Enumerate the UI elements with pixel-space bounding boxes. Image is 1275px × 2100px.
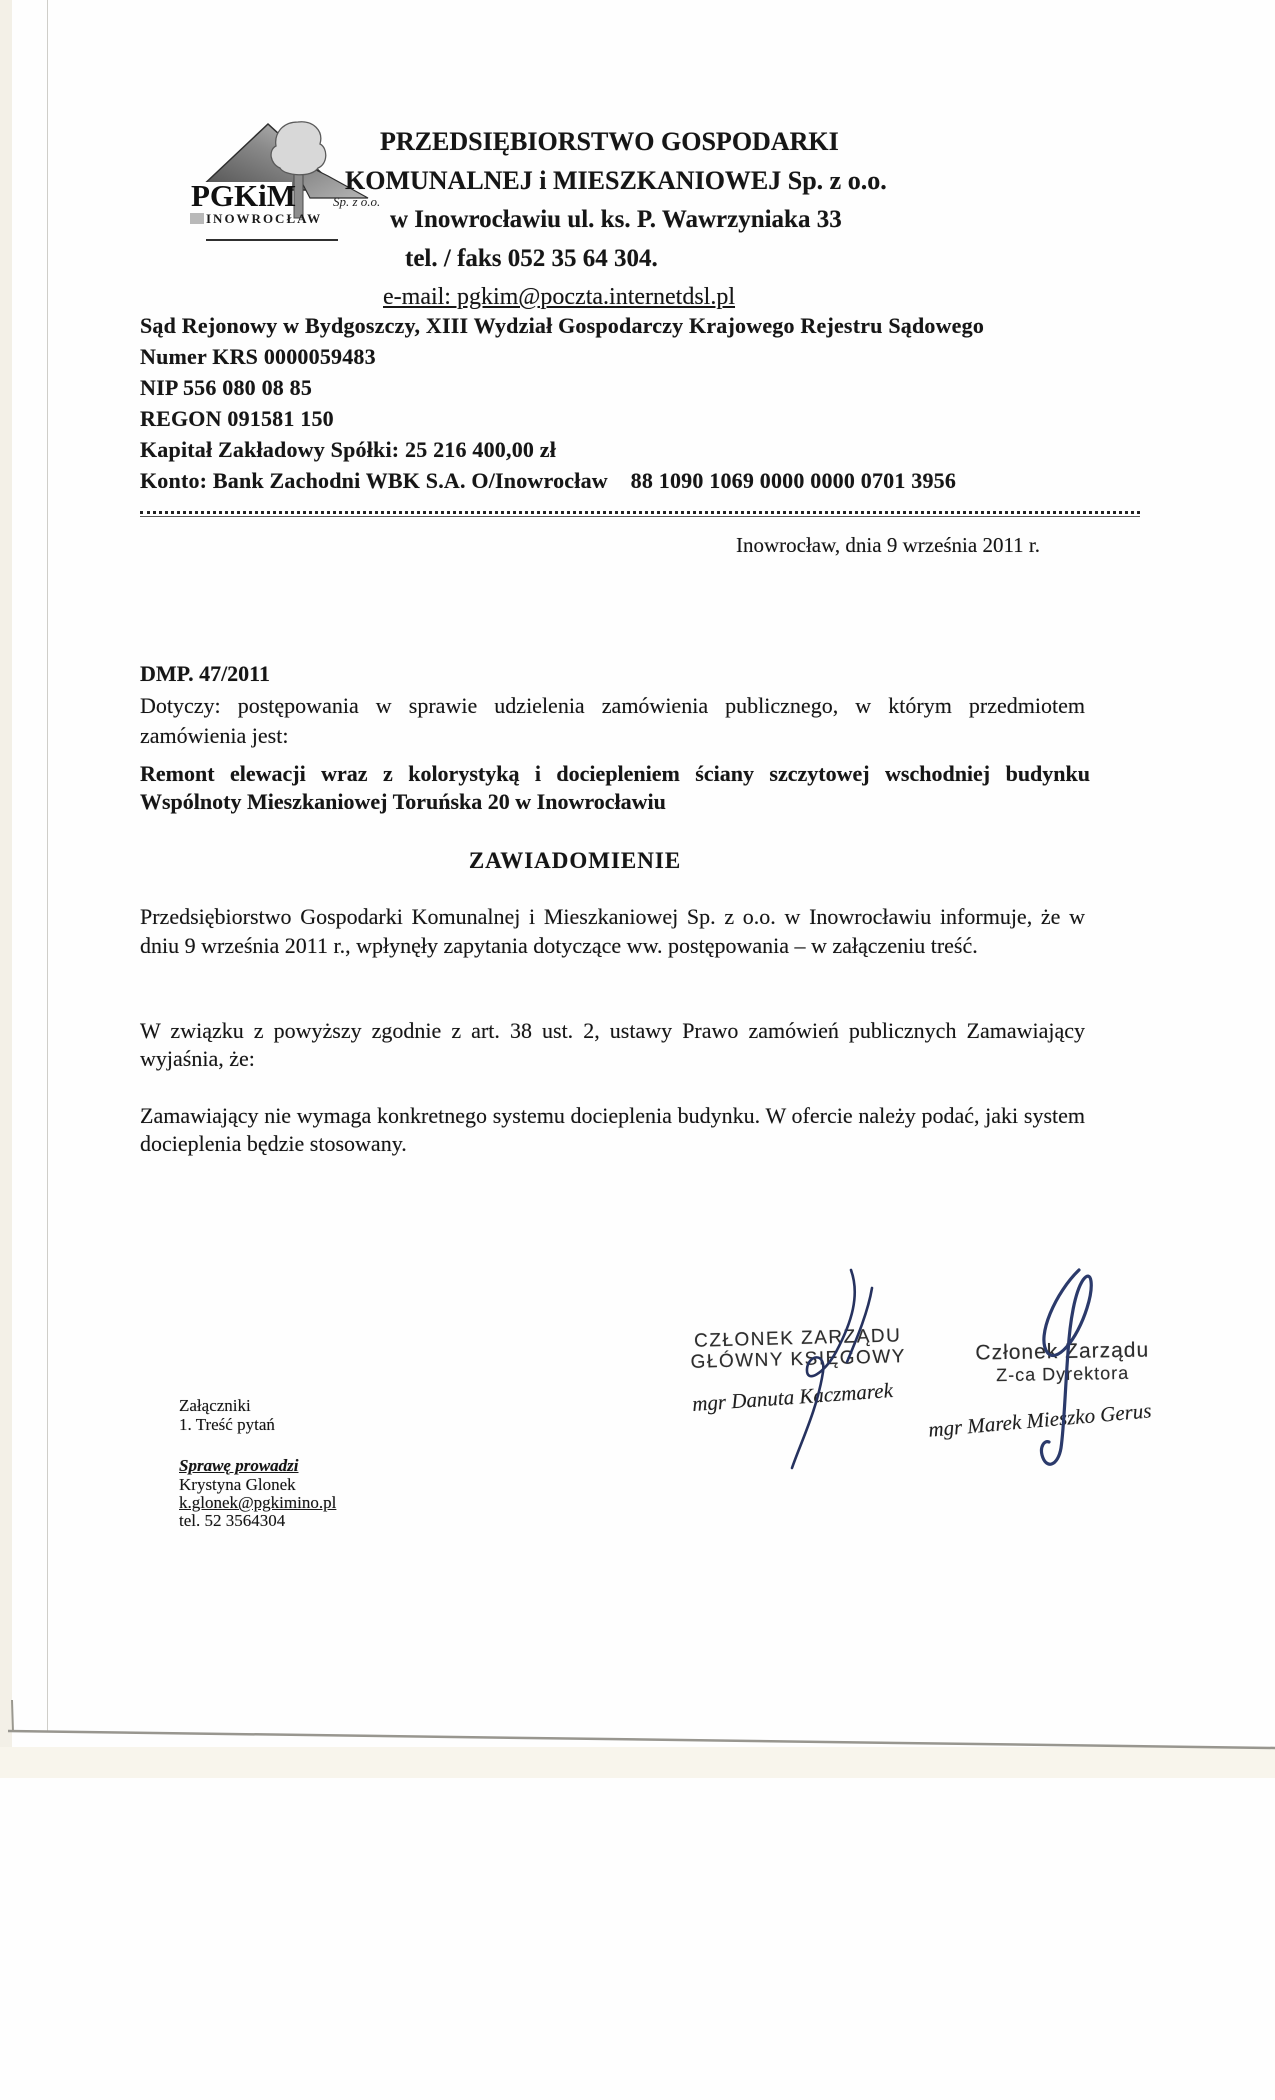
body-paragraph-2: W związku z powyższy zgodnie z art. 38 ust. 2, ustawy Prawo zamówień publicznych Zamawiający wyjaśnia, że: <box>140 1018 1085 1071</box>
date-line: Inowrocław, dnia 9 września 2011 r. <box>736 533 1041 557</box>
letterhead-company-line2: KOMUNALNEJ i MIESZKANIOWEJ Sp. z o.o. <box>345 166 887 195</box>
case-officer-label: Sprawę prowadzi <box>179 1456 299 1475</box>
letterhead-email: e-mail: pgkim@poczta.internetdsl.pl <box>383 284 736 310</box>
stamp-left-title-line2: GŁÓWNY KSIĘGOWY <box>690 1346 907 1373</box>
case-officer-phone: tel. 52 3564304 <box>179 1511 286 1530</box>
stamp-left-name: mgr Danuta Kaczmarek <box>691 1378 894 1416</box>
case-officer-email: k.glonek@pgkimino.pl <box>179 1493 337 1512</box>
body-paragraph-1: Przedsiębiorstwo Gospodarki Komunalnej i Mieszkaniowej Sp. z o.o. w Inowrocławiu informuje, że w dniu 9 września 2011 r., wpłynęły zapytania dotyczące ww. postępowania – w załączeniu treść. <box>140 904 1085 958</box>
subject-paragraph: Remont elewacji wraz z kolorystyką i dociepleniem ściany szczytowej wschodniej budynku Wspólnoty Mieszkaniowej Toruńska 20 w Inowrocławiu <box>140 761 1090 814</box>
logo-city: INOWROCŁAW <box>206 211 323 226</box>
scan-vertical-fold-line <box>47 0 48 1732</box>
registry-court: Sąd Rejonowy w Bydgoszczy, XIII Wydział Gospodarczy Krajowego Rejestru Sądowego <box>140 313 985 338</box>
attachments-label: Załączniki <box>179 1396 251 1415</box>
registry-krs: Numer KRS 0000059483 <box>140 344 376 369</box>
stamp-right-name: mgr Marek Mieszko Gerus <box>927 1398 1153 1442</box>
regarding-paragraph: Dotyczy: postępowania w sprawie udzielenia zamówienia publicznego, w którym przedmiotem zamówienia jest: <box>140 693 1085 748</box>
body-paragraph-3: Zamawiający nie wymaga konkretnego systemu docieplenia budynku. W ofercie należy podać, jaki system docieplenia będzie stosowany. <box>140 1103 1085 1156</box>
reference-number: DMP. 47/2011 <box>140 661 270 686</box>
stamp-right-title <box>955 1339 1171 1387</box>
stamp-left-title <box>682 1325 913 1373</box>
attachment-item-1: 1. Treść pytań <box>179 1415 275 1434</box>
scan-left-margin-strip <box>0 0 12 1778</box>
stamp-right-title-line2: Z-ca Dyrektora <box>996 1362 1130 1386</box>
stamp-right-title-line1: Członek Zarządu <box>975 1338 1150 1365</box>
dotted-divider <box>140 511 1140 517</box>
registry-capital: Kapitał Zakładowy Spółki: 25 216 400,00 zł <box>140 437 557 462</box>
case-officer-name: Krystyna Glonek <box>179 1475 296 1494</box>
registry-regon: REGON 091581 150 <box>140 406 334 431</box>
letterhead-phone: tel. / faks 052 35 64 304. <box>405 245 658 272</box>
registry-bank-account: Konto: Bank Zachodni WBK S.A. O/Inowrocław 88 1090 1069 0000 0000 0701 3956 <box>140 468 957 493</box>
scan-page-bottom-edge <box>0 1660 1275 1780</box>
logo-suffix: Sp. z o.o. <box>333 194 381 209</box>
letterhead-company-line1: PRZEDSIĘBIORSTWO GOSPODARKI <box>380 127 839 156</box>
logo-underline <box>206 239 338 241</box>
stamp-left-title-line1: CZŁONEK ZARZĄDU <box>693 1325 902 1352</box>
letterhead-address: w Inowrocławiu ul. ks. P. Wawrzyniaka 33 <box>390 206 842 233</box>
notice-title: ZAWIADOMIENIE <box>468 848 682 873</box>
logo-acronym: PGKiM <box>191 178 297 213</box>
registry-nip: NIP 556 080 08 85 <box>140 375 313 400</box>
